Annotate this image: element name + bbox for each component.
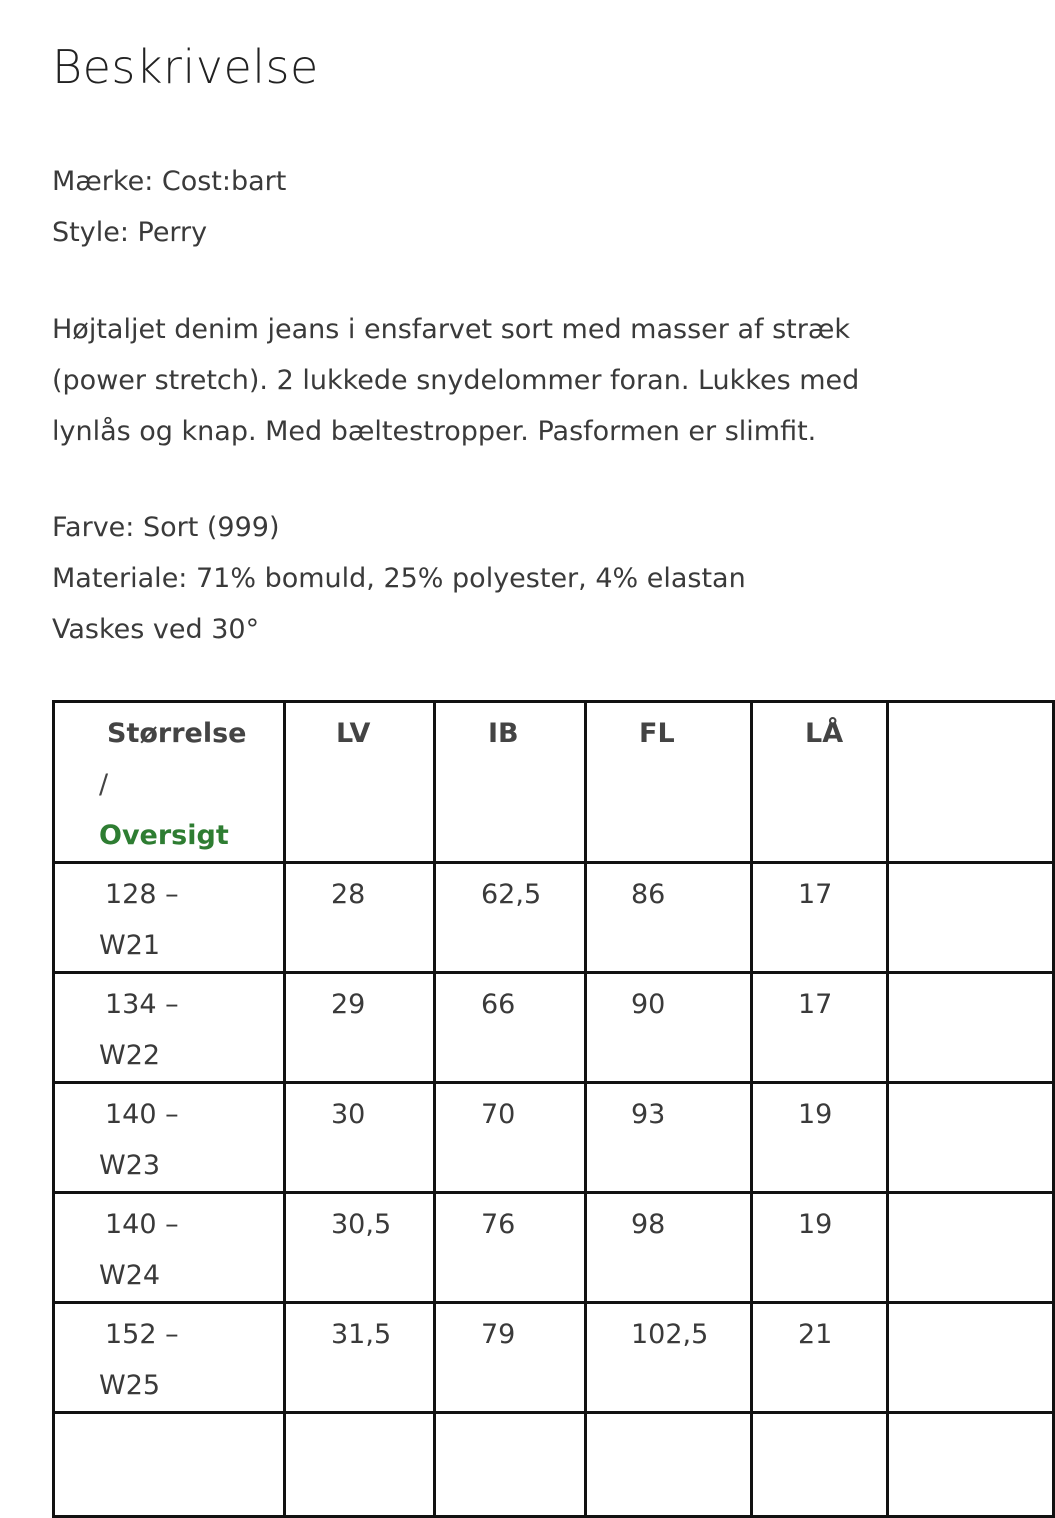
fl-cell: 86 xyxy=(586,863,752,973)
brand-style-block xyxy=(52,156,286,258)
product-description xyxy=(52,304,859,457)
overflow-cell xyxy=(888,1193,1054,1303)
size-table-container[interactable] xyxy=(52,700,960,1401)
la-cell: 21 xyxy=(752,1303,888,1413)
lv-cell: 28 xyxy=(285,863,435,973)
size-cell: 140 – W23 xyxy=(54,1083,285,1193)
ib-cell: 70 xyxy=(435,1083,586,1193)
ib-cell: 62,5 xyxy=(435,863,586,973)
overflow-cell xyxy=(888,973,1054,1083)
la-cell: 19 xyxy=(752,1193,888,1303)
table-row xyxy=(54,1083,1054,1193)
header-la: LÅ xyxy=(752,702,888,863)
size-overview-link[interactable]: Oversigt xyxy=(99,820,229,851)
table-header-row xyxy=(54,702,1054,863)
table-row xyxy=(54,863,1054,973)
fl-cell: 90 xyxy=(586,973,752,1083)
header-overflow xyxy=(888,702,1054,863)
ib-cell: 79 xyxy=(435,1303,586,1413)
material-line: Materiale: 71% bomuld, 25% polyester, 4% elastan xyxy=(52,563,746,594)
la-cell: 19 xyxy=(752,1083,888,1193)
size-cell: 140 – W24 xyxy=(54,1193,285,1303)
table-row xyxy=(54,1193,1054,1303)
ib-cell: 76 xyxy=(435,1193,586,1303)
header-fl: FL xyxy=(586,702,752,863)
header-size-label: Størrelse xyxy=(107,718,247,749)
lv-cell: 31,5 xyxy=(285,1303,435,1413)
product-details xyxy=(52,502,746,655)
overflow-cell xyxy=(888,1083,1054,1193)
la-cell: 17 xyxy=(752,863,888,973)
brand-line: Mærke: Cost:bart xyxy=(52,166,287,197)
size-cell: 134 – W22 xyxy=(54,973,285,1083)
header-lv: LV xyxy=(285,702,435,863)
header-ib: IB xyxy=(435,702,586,863)
la-cell: 17 xyxy=(752,973,888,1083)
ib-cell: 66 xyxy=(435,973,586,1083)
color-line: Farve: Sort (999) xyxy=(52,512,280,543)
description-line: (power stretch). 2 lukkede snydelommer foran. Lukkes med xyxy=(52,365,860,396)
header-slash: / xyxy=(99,769,109,800)
overflow-cell xyxy=(888,1303,1054,1413)
fl-cell: 93 xyxy=(586,1083,752,1193)
size-cell: 152 – W25 xyxy=(54,1303,285,1413)
header-size xyxy=(54,702,285,863)
table-row xyxy=(54,1303,1054,1413)
page-title: Beskrivelse xyxy=(52,40,319,94)
lv-cell: 30,5 xyxy=(285,1193,435,1303)
size-table xyxy=(52,700,1055,1518)
wash-line: Vaskes ved 30° xyxy=(52,614,260,645)
overflow-cell xyxy=(888,863,1054,973)
size-cell: 128 – W21 xyxy=(54,863,285,973)
table-row-partial xyxy=(54,1413,1054,1517)
description-line: lynlås og knap. Med bæltestropper. Pasformen er slimfit. xyxy=(52,416,817,447)
lv-cell: 30 xyxy=(285,1083,435,1193)
fl-cell: 102,5 xyxy=(586,1303,752,1413)
table-row xyxy=(54,973,1054,1083)
description-line: Højtaljet denim jeans i ensfarvet sort med masser af stræk xyxy=(52,314,850,345)
style-line: Style: Perry xyxy=(52,217,208,248)
lv-cell: 29 xyxy=(285,973,435,1083)
fl-cell: 98 xyxy=(586,1193,752,1303)
